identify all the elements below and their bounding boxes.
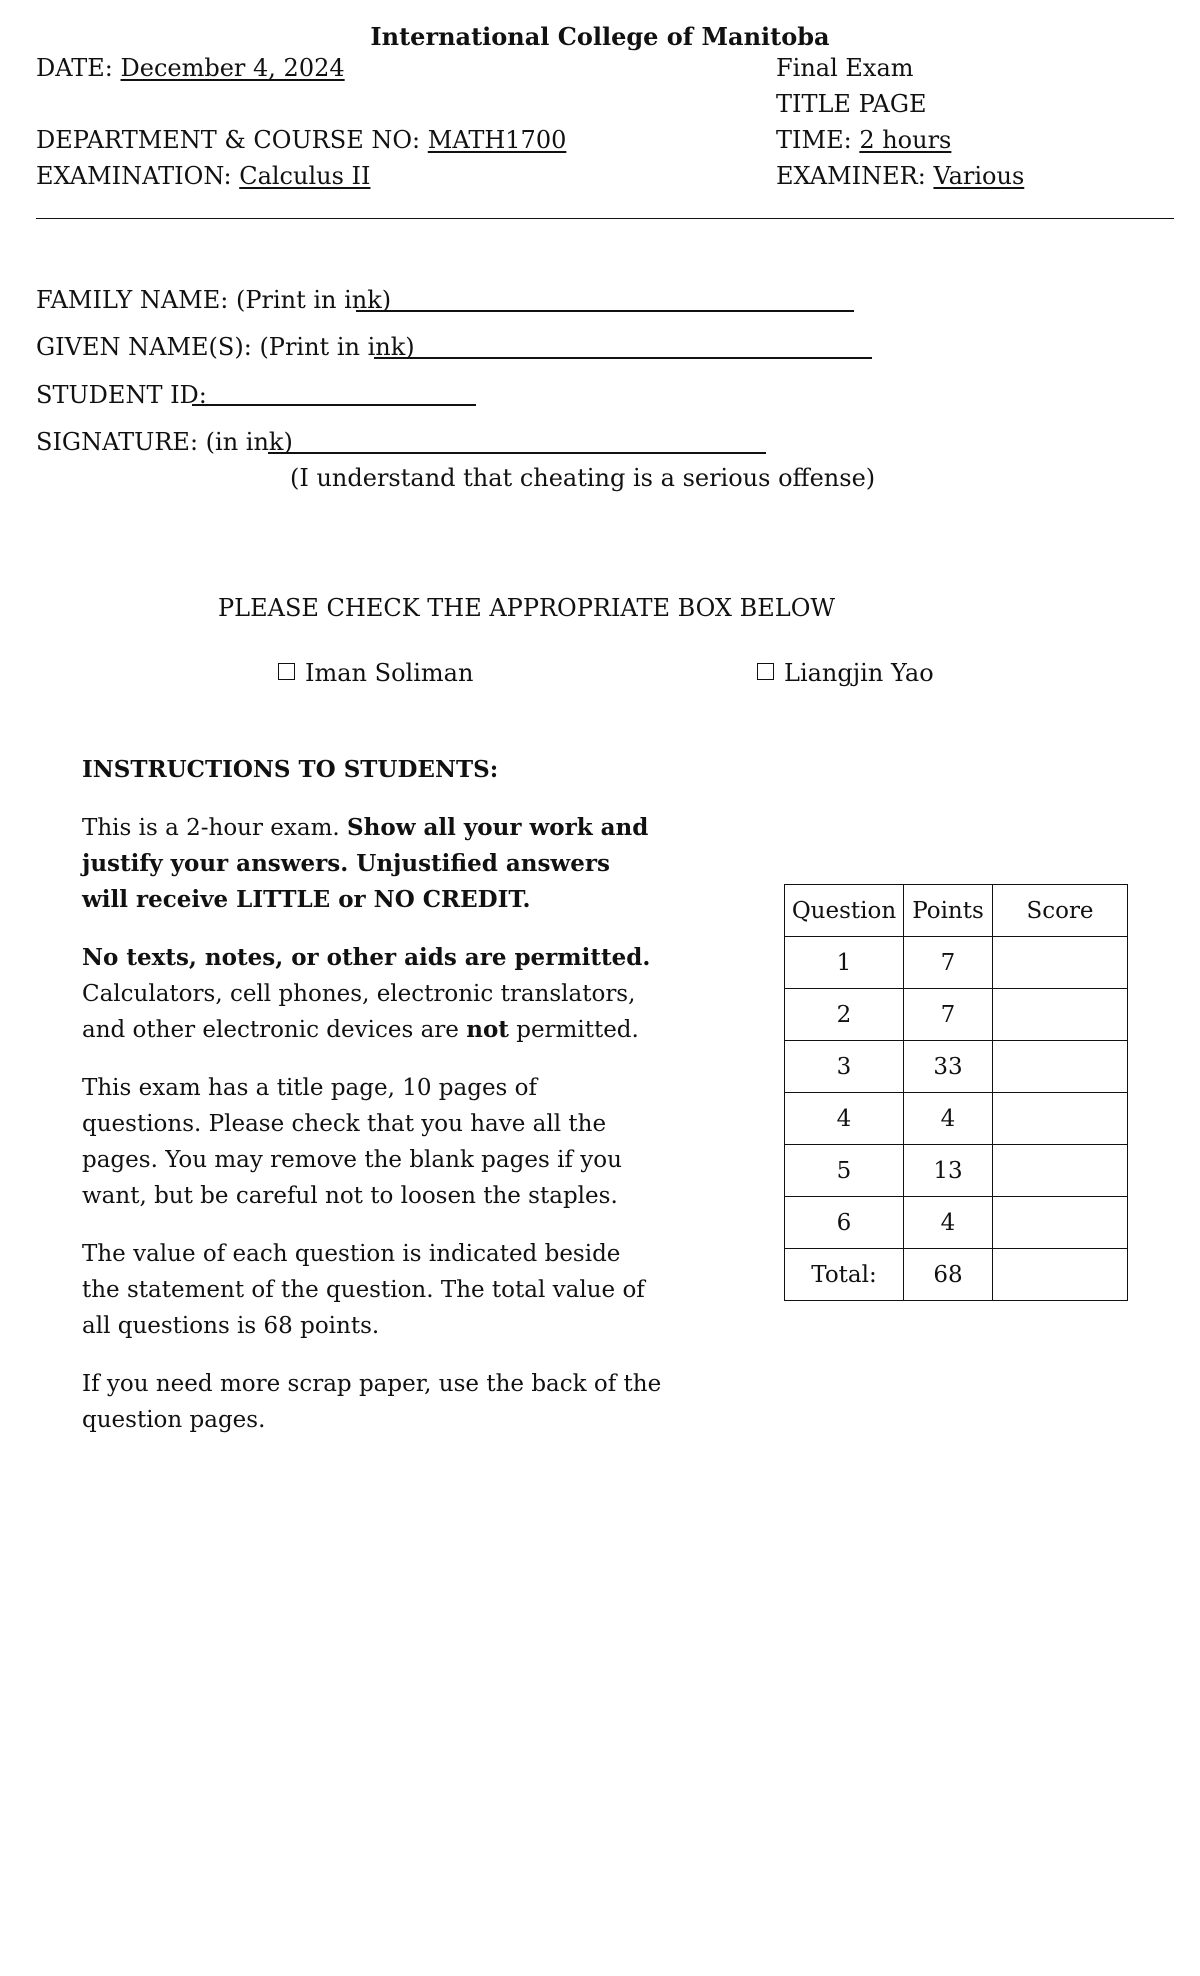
question-points: 7 (904, 937, 993, 989)
score-cell[interactable] (993, 937, 1128, 989)
instruction-emphasis: No texts, notes, or other aids are permitted. (82, 944, 651, 971)
instructor-option (757, 657, 934, 689)
examination-value: Calculus II (239, 162, 371, 190)
student-id-label: STUDENT ID: (36, 381, 207, 409)
score-cell[interactable] (993, 989, 1128, 1041)
column-header: Points (904, 885, 993, 937)
score-cell[interactable] (993, 1093, 1128, 1145)
date-label: DATE: (36, 54, 113, 82)
instructor-prompt: PLEASE CHECK THE APPROPRIATE BOX BELOW (218, 594, 836, 622)
exam-type: Final Exam (776, 54, 914, 82)
family-name-label: FAMILY NAME: (Print in ink) (36, 286, 392, 314)
instructor-name: Liangjin Yao (784, 659, 934, 687)
signature-note: (I understand that cheating is a serious offense) (290, 464, 876, 492)
score-cell[interactable] (993, 1197, 1128, 1249)
question-number: 6 (785, 1197, 904, 1249)
instruction-text: permitted. (516, 1017, 639, 1043)
question-number: 3 (785, 1041, 904, 1093)
instruction-text: This is a 2-hour exam. (82, 815, 340, 841)
instruction-paragraph (82, 810, 662, 918)
instruction-paragraph: The value of each question is indicated beside the statement of the question. The total value of all questions is 68 points. (82, 1241, 645, 1339)
instruction-emphasis: Show all your work and justify your answers. Unjustified answers will receive LITTLE or NO CREDIT. (82, 814, 649, 913)
signature-label: SIGNATURE: (in ink) (36, 428, 293, 456)
table-row (785, 1145, 1128, 1197)
total-label: Total: (785, 1249, 904, 1301)
question-points: 4 (904, 1093, 993, 1145)
examiner-line (776, 160, 1024, 192)
table-row (785, 1093, 1128, 1145)
examination-line (36, 160, 371, 192)
checkbox-iman-soliman[interactable] (278, 663, 295, 680)
table-row (785, 1041, 1128, 1093)
score-table (784, 884, 1128, 1301)
given-names-input[interactable] (374, 357, 872, 359)
header-divider (36, 218, 1174, 219)
college-name: International College of Manitoba (370, 22, 830, 51)
total-score-cell[interactable] (993, 1249, 1128, 1301)
department-line (36, 124, 566, 156)
instructions-section (82, 752, 662, 1460)
score-cell[interactable] (993, 1041, 1128, 1093)
instructions-heading: INSTRUCTIONS TO STUDENTS: (82, 756, 499, 783)
time-value: 2 hours (859, 126, 952, 154)
table-row (785, 989, 1128, 1041)
score-cell[interactable] (993, 1145, 1128, 1197)
family-name-input[interactable] (356, 310, 854, 312)
question-number: 2 (785, 989, 904, 1041)
instruction-paragraph: If you need more scrap paper, use the back of the question pages. (82, 1371, 662, 1433)
signature-input[interactable] (268, 452, 766, 454)
instruction-paragraph: This exam has a title page, 10 pages of questions. Please check that you have all the pages. You may remove the blank pages if you want, but be careful not to loosen the staples. (82, 1075, 622, 1209)
question-points: 4 (904, 1197, 993, 1249)
instructor-option (278, 657, 473, 689)
question-number: 4 (785, 1093, 904, 1145)
instruction-paragraph (82, 940, 662, 1048)
date-value: December 4, 2024 (120, 54, 345, 82)
checkbox-liangjin-yao[interactable] (757, 663, 774, 680)
given-names-label: GIVEN NAME(S): (Print in ink) (36, 333, 415, 361)
examiner-value: Various (933, 162, 1025, 190)
table-row (785, 937, 1128, 989)
question-points: 7 (904, 989, 993, 1041)
student-id-input[interactable] (192, 404, 476, 406)
instructor-name: Iman Soliman (305, 659, 474, 687)
table-row (785, 1197, 1128, 1249)
question-points: 33 (904, 1041, 993, 1093)
table-header-row (785, 885, 1128, 937)
department-label: DEPARTMENT & COURSE NO: (36, 126, 421, 154)
total-points: 68 (904, 1249, 993, 1301)
examiner-label: EXAMINER: (776, 162, 926, 190)
question-number: 5 (785, 1145, 904, 1197)
examination-label: EXAMINATION: (36, 162, 232, 190)
total-row (785, 1249, 1128, 1301)
department-value: MATH1700 (427, 126, 567, 154)
page-title: TITLE PAGE (776, 90, 927, 118)
question-points: 13 (904, 1145, 993, 1197)
question-number: 1 (785, 937, 904, 989)
instruction-text: Calculators, cell phones, electronic translators, and other electronic devices are (82, 981, 636, 1043)
column-header: Question (785, 885, 904, 937)
time-label: TIME: (776, 126, 852, 154)
date-line (36, 52, 345, 84)
time-line (776, 124, 951, 156)
column-header: Score (993, 885, 1128, 937)
instruction-emphasis: not (466, 1016, 509, 1043)
